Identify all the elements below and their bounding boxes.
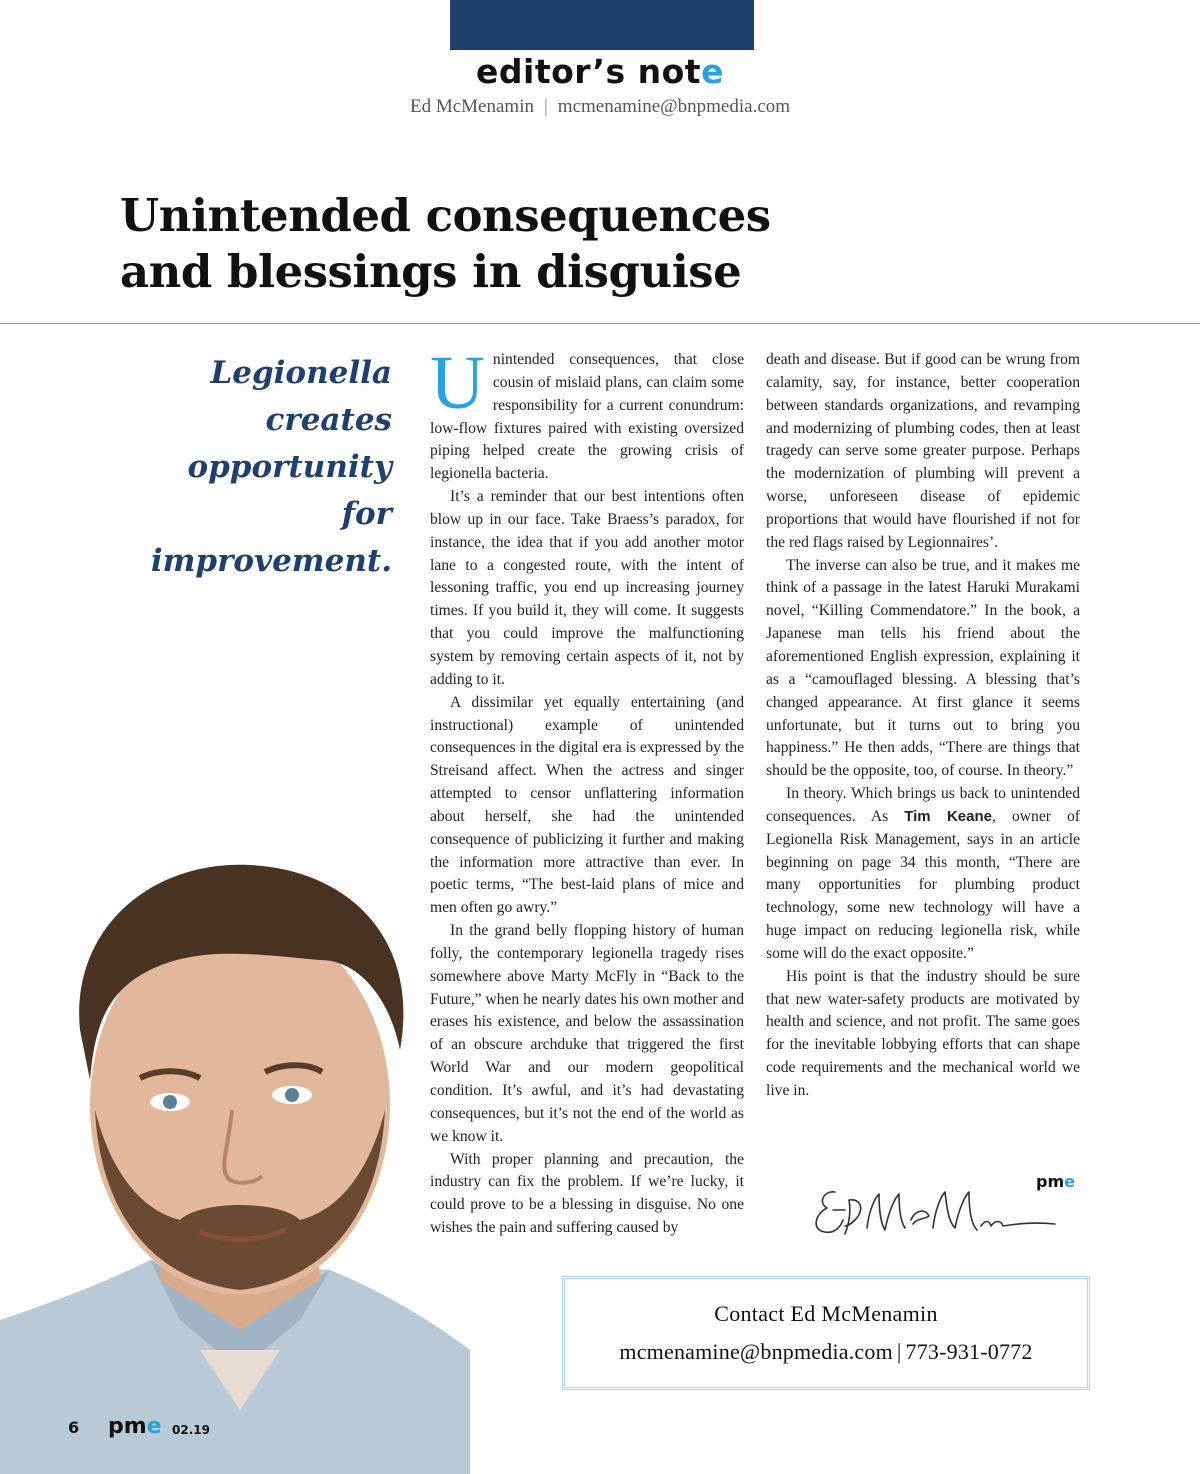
- article-column-1: [430, 341, 744, 1240]
- contact-email[interactable]: mcmenamine@bnpmedia.com: [619, 1339, 893, 1364]
- article-column-2: [766, 349, 1080, 1103]
- article-paragraph: It’s a reminder that our best intentions often blow up in our face. Take Braess’s paradox, for instance, the idea that if you add another motor lane to a congested route, with the intent of lessoning traffic, you end up increasing journey times. If you build it, they will come. It suggests that you could improve the malfunctioning system by removing certain aspects of it, not by adding to it.: [430, 488, 744, 688]
- article-paragraph: [430, 341, 744, 486]
- header-color-bar: [450, 0, 754, 50]
- article-paragraph: With proper planning and precaution, the industry can fix the problem. If we’re lucky, it could prove to be a blessing in disguise. No one wishes the pain and suffering caused by: [430, 1150, 744, 1237]
- byline-author: Ed McMenamin: [409, 96, 534, 117]
- article-headline: [120, 188, 1020, 300]
- contact-title: Contact Ed McMenamin: [714, 1301, 938, 1326]
- contact-phone[interactable]: 773-931-0772: [905, 1339, 1033, 1364]
- pull-quote-line: improvement.: [150, 543, 392, 579]
- issue-date: 02.19: [172, 1423, 210, 1437]
- pull-quote-line: opportunity: [187, 449, 392, 485]
- page-number: 6: [68, 1418, 80, 1437]
- section-label: [0, 52, 1200, 91]
- author-signature: [805, 1180, 1060, 1245]
- contact-details: [565, 1339, 1087, 1365]
- contact-separator: |: [896, 1339, 902, 1364]
- footer-logo-accent: e: [146, 1414, 162, 1439]
- end-mark-accent: e: [1064, 1172, 1075, 1191]
- footer-logo-main: pm: [108, 1414, 147, 1439]
- quoted-person-name: Tim Keane: [904, 807, 992, 825]
- article-paragraph: His point is that the industry should be sure that new water-safety products are motivated by health and science, and not profit. The same goes for the inevitable lobbying efforts that can shape code requirements and the mechanical world we live in.: [766, 967, 1080, 1099]
- byline-separator: |: [543, 96, 548, 117]
- pull-quote: [110, 350, 392, 585]
- byline-email[interactable]: mcmenamine@bnpmedia.com: [557, 96, 791, 117]
- pull-quote-line: creates: [265, 402, 392, 438]
- headline-divider: [0, 323, 1200, 324]
- headline-line-2: and blessings in disguise: [120, 245, 742, 298]
- author-portrait: [0, 850, 470, 1474]
- headline-line-1: Unintended consequences: [120, 189, 771, 242]
- byline: [0, 96, 1200, 118]
- section-label-accent: e: [701, 52, 724, 91]
- article-paragraph: A dissimilar yet equally entertaining (and instructional) example of unintended consequences in the digital era is expressed by the Streisand affect. When the actress and singer attempted to censor unflattering information about herself, she had the unintended consequence of publicizing it further and making the information more attractive than ever. In poetic terms, “The best-laid plans of mice and men often go awry.”: [430, 693, 744, 917]
- contact-box: [562, 1276, 1090, 1390]
- section-label-main: editor’s not: [476, 52, 702, 91]
- article-paragraph: [766, 783, 1080, 966]
- paragraph-text: , owner of Legionella Risk Management, says in an article beginning on page 34 this month, “There are many opportunities for plumbing product technology, some new technology will have a huge impact on reducing legionella risk, while some will do the exact opposite.”: [766, 807, 1080, 962]
- article-paragraph: The inverse can also be true, and it makes me think of a passage in the latest Haruki Murakami novel, “Killing Commendatore.” In the book, a Japanese man tells his friend about the aforementioned English expression, explaining it as a “camouflaged blessing. A blessing that’s changed appearance. At first glance it seems unfortunate, but it turns out to bring you happiness.” He then adds, “There are things that should be the opposite, too, of course. In theory.”: [766, 556, 1080, 780]
- drop-cap: U: [430, 341, 485, 425]
- footer-logo: [108, 1414, 162, 1439]
- article-paragraph: death and disease. But if good can be wrung from calamity, say, for instance, better cooperation between standards organizations, and revamping and modernizing of plumbing codes, then at least tragedy can serve some greater purpose. Perhaps the modernization of plumbing will prevent a worse, unforeseen disease of epidemic proportions that would have flourished if not for the red flags raised by Legionnaires’.: [766, 351, 1080, 551]
- paragraph-text: In theory. Which brings us back to unintended consequences. As: [766, 785, 1080, 825]
- end-mark-main: pm: [1036, 1172, 1065, 1191]
- paragraph-text: nintended consequences, that close cousin of mislaid plans, can claim some responsibility for a current conundrum: low-flow fixtures paired with existing oversized piping helped create the growing crisis of legionella bacteria.: [430, 351, 744, 483]
- article-paragraph: In the grand belly flopping history of human folly, the contemporary legionella tragedy rises somewhere above Marty McFly in “Back to the Future,” when he nearly dates his own mother and erases his existence, and below the assassination of an obscure archduke that triggered the first World War and our modern geopolitical condition. It’s awful, and it’s had devastating consequences, but it’s not the end of the world as we know it.: [430, 922, 744, 1145]
- pull-quote-line: for: [341, 496, 392, 532]
- pull-quote-line: Legionella: [210, 355, 392, 391]
